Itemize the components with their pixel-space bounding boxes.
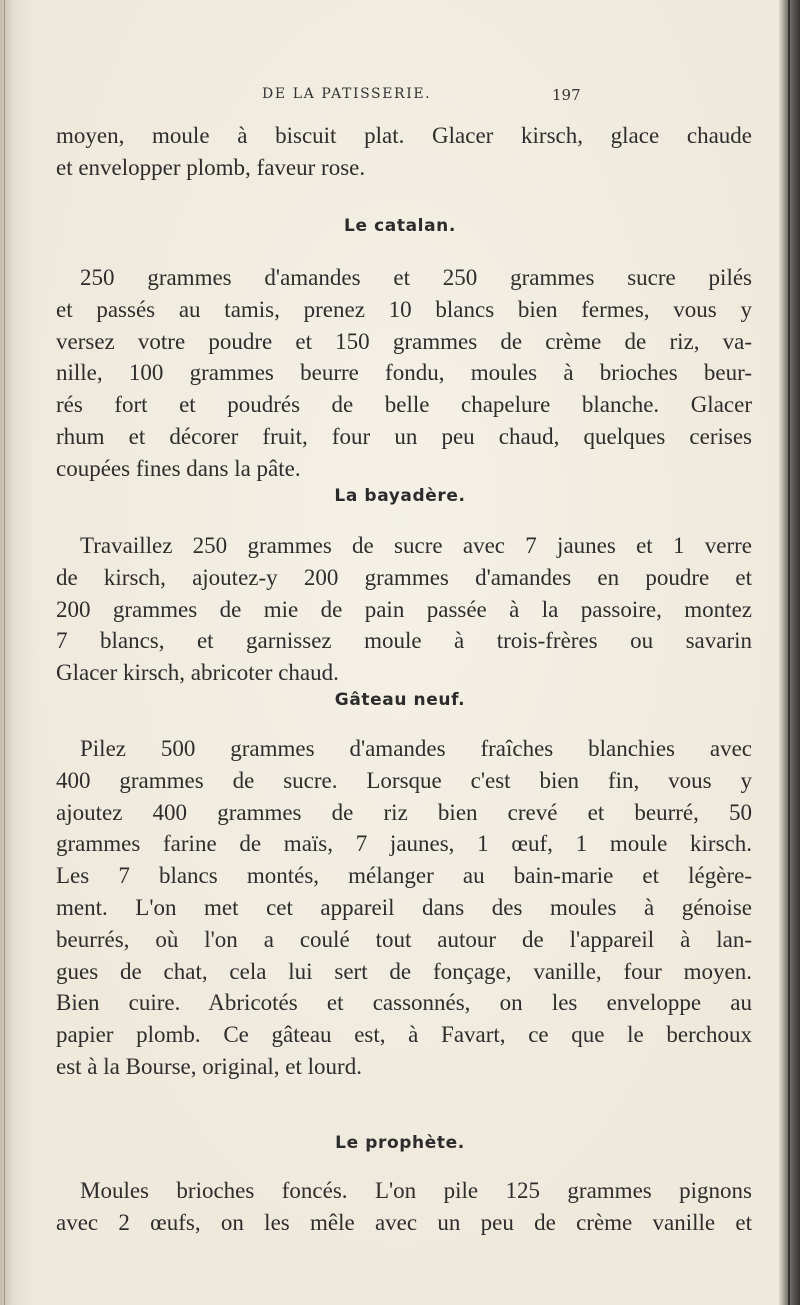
- text-line: rés fort et poudrés de belle chapelure blanche. Glacer: [56, 392, 752, 418]
- text-line: moyen, moule à biscuit plat. Glacer kirsch, glace chaude: [56, 123, 752, 148]
- section-body-catalan: [56, 262, 752, 485]
- binding-shadow: [0, 0, 34, 1305]
- section-title-gateau-neuf: Gâteau neuf.: [334, 690, 466, 710]
- text-line: papier plomb. Ce gâteau est, à Favart, ce que le berchoux: [56, 1022, 752, 1048]
- section-body-prophete: [56, 1175, 752, 1239]
- section-body-gateau-neuf: [56, 733, 752, 1083]
- text-line: et envelopper plomb, faveur rose.: [56, 154, 366, 180]
- text-line: ment. L'on met cet appareil dans des moules à génoise: [56, 894, 752, 920]
- text-line: coupées fines dans la pâte.: [56, 455, 301, 481]
- text-line: gues de chat, cela lui sert de fonçage, vanille, four moyen.: [56, 958, 752, 984]
- text-line: 400 grammes de sucre. Lorsque c'est bien fin, vous y: [56, 767, 752, 793]
- text-line: de kirsch, ajoutez-y 200 grammes d'amandes en poudre et: [56, 564, 752, 590]
- text-line: 7 blancs, et garnissez moule à trois-frères ou savarin: [56, 628, 752, 654]
- text-line: beurrés, où l'on a coulé tout autour de l'appareil à lan-: [56, 926, 752, 952]
- section-title-bayadere: La bayadère.: [334, 486, 466, 506]
- page-edge-line: [788, 0, 790, 1305]
- text-line: 250 grammes d'amandes et 250 grammes sucre pilés: [80, 265, 752, 290]
- text-line: 200 grammes de mie de pain passée à la passoire, montez: [56, 596, 752, 622]
- running-head: DE LA PATISSERIE.: [262, 86, 432, 102]
- text-line: est à la Bourse, original, et lourd.: [56, 1053, 362, 1079]
- text-line: Moules brioches foncés. L'on pile 125 grammes pignons: [80, 1178, 752, 1203]
- text-line: nille, 100 grammes beurre fondu, moules à brioches beur-: [56, 360, 752, 386]
- text-line: avec 2 œufs, on les mêle avec un peu de crème vanille et: [56, 1209, 752, 1235]
- text-line: versez votre poudre et 150 grammes de crème de riz, va-: [56, 328, 752, 354]
- text-line: grammes farine de maïs, 7 jaunes, 1 œuf, 1 moule kirsch.: [56, 831, 752, 857]
- text-line: ajoutez 400 grammes de riz bien crevé et beurré, 50: [56, 799, 752, 825]
- intro-paragraph: [56, 120, 752, 184]
- text-line: Glacer kirsch, abricoter chaud.: [56, 660, 339, 686]
- section-title-prophete: Le prophète.: [335, 1133, 465, 1153]
- page-number: 197: [552, 86, 581, 104]
- text-line: rhum et décorer fruit, four un peu chaud, quelques cerises: [56, 423, 752, 449]
- section-body-bayadere: [56, 530, 752, 689]
- section-title-catalan: Le catalan.: [344, 216, 456, 236]
- page-header: [0, 86, 800, 108]
- text-line: Travaillez 250 grammes de sucre avec 7 jaunes et 1 verre: [80, 533, 752, 558]
- text-line: Les 7 blancs montés, mélanger au bain-marie et légère-: [56, 863, 752, 889]
- text-line: Pilez 500 grammes d'amandes fraîches blanchies avec: [80, 736, 752, 761]
- text-line: Bien cuire. Abricotés et cassonnés, on les enveloppe au: [56, 990, 752, 1016]
- text-line: et passés au tamis, prenez 10 blancs bien fermes, vous y: [56, 296, 752, 322]
